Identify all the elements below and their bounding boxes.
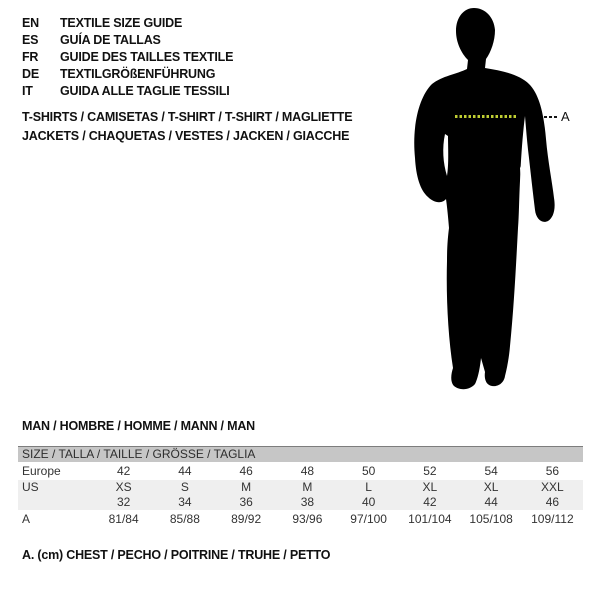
size-value: 46 bbox=[239, 464, 253, 478]
language-code: ES bbox=[22, 33, 39, 47]
size-value: 52 bbox=[423, 464, 437, 478]
table-row-chest-cm bbox=[18, 510, 583, 528]
size-value: 44 bbox=[484, 495, 498, 509]
language-code: EN bbox=[22, 16, 39, 30]
size-value: 101/104 bbox=[408, 512, 452, 526]
size-table bbox=[18, 446, 583, 528]
size-value: 42 bbox=[116, 464, 131, 478]
size-value: XS bbox=[115, 480, 132, 494]
row-label bbox=[18, 495, 93, 510]
size-value: XXL bbox=[541, 480, 564, 494]
row-label: Europe bbox=[22, 464, 61, 478]
measurement-footnote: A. (cm) CHEST / PECHO / POITRINE / TRUHE / PETTO bbox=[22, 548, 331, 562]
size-value: 40 bbox=[361, 495, 376, 509]
size-value: 32 bbox=[116, 495, 131, 509]
size-value: 46 bbox=[545, 495, 560, 509]
size-value: 81/84 bbox=[108, 512, 139, 526]
language-row-fr bbox=[22, 49, 233, 66]
man-silhouette bbox=[368, 6, 568, 391]
size-value: L bbox=[365, 480, 372, 494]
size-value: 36 bbox=[239, 495, 253, 509]
language-code: DE bbox=[22, 67, 39, 81]
size-value: 109/112 bbox=[531, 512, 574, 526]
language-code: IT bbox=[22, 84, 33, 98]
size-value: 85/88 bbox=[169, 512, 200, 526]
language-row-it bbox=[22, 83, 233, 100]
size-value: XL bbox=[483, 480, 499, 494]
row-label: A bbox=[22, 512, 31, 526]
language-label: TEXTILE SIZE GUIDE bbox=[60, 16, 183, 30]
language-row-de bbox=[22, 66, 233, 83]
table-row-europe bbox=[18, 462, 583, 480]
language-row-es bbox=[22, 32, 233, 49]
language-label: GUIDE DES TAILLES TEXTILE bbox=[60, 50, 234, 64]
size-value: S bbox=[180, 480, 189, 494]
size-value: 54 bbox=[484, 464, 498, 478]
size-value: 48 bbox=[300, 464, 315, 478]
language-list bbox=[22, 15, 233, 100]
size-value: 56 bbox=[545, 464, 560, 478]
size-value: M bbox=[241, 480, 252, 494]
section-title-man: MAN / HOMBRE / HOMME / MANN / MAN bbox=[22, 419, 255, 433]
language-label: GUÍA DE TALLAS bbox=[60, 33, 161, 47]
garment-categories bbox=[22, 108, 352, 146]
size-value: 93/96 bbox=[292, 512, 323, 526]
category-jackets: JACKETS / CHAQUETAS / VESTES / JACKEN / GIACCHE bbox=[22, 129, 350, 143]
language-row-en bbox=[22, 15, 233, 32]
size-table-header: SIZE / TALLA / TAILLE / GRÖSSE / TAGLIA bbox=[18, 447, 583, 462]
size-value: 42 bbox=[423, 495, 437, 509]
chest-measure-dotted-line bbox=[455, 115, 517, 118]
row-label: US bbox=[22, 480, 39, 494]
size-value: M bbox=[302, 480, 313, 494]
table-row-us bbox=[18, 480, 583, 495]
table-row-us-numeric bbox=[18, 495, 583, 510]
language-label: TEXTILGRÖßENFÜHRUNG bbox=[60, 67, 216, 81]
chest-measure-dash-leader bbox=[544, 116, 559, 118]
size-value: 105/108 bbox=[469, 512, 513, 526]
size-value: 89/92 bbox=[231, 512, 262, 526]
size-value: 50 bbox=[361, 464, 376, 478]
size-value: 97/100 bbox=[350, 512, 387, 526]
language-label: GUIDA ALLE TAGLIE TESSILI bbox=[60, 84, 230, 98]
size-value: 38 bbox=[300, 495, 315, 509]
language-code: FR bbox=[22, 50, 39, 64]
size-value: 44 bbox=[178, 464, 192, 478]
size-value: XL bbox=[422, 480, 438, 494]
category-tshirts: T-SHIRTS / CAMISETAS / T-SHIRT / T-SHIRT / MAGLIETTE bbox=[22, 110, 353, 124]
size-value: 34 bbox=[178, 495, 192, 509]
chest-measure-label: A bbox=[561, 109, 570, 124]
